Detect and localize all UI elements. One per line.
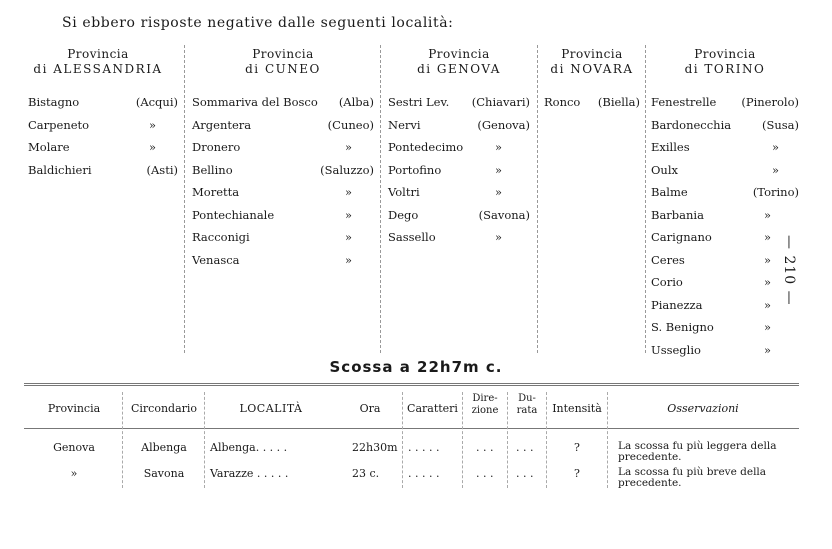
cell-intensita: ? (574, 467, 580, 480)
place-name: Exilles (651, 140, 690, 154)
col-header-caratteri: Caratteri (407, 402, 458, 415)
list-item (544, 91, 640, 114)
list-item (28, 159, 178, 182)
cell-caratteri: . . . . . (408, 441, 440, 454)
province-name: di TORINO (684, 62, 766, 76)
district-name: » (771, 162, 779, 177)
province-name: di GENOVA (417, 62, 501, 76)
table-header-rule (24, 428, 799, 429)
place-name: Bardonecchia (651, 117, 732, 132)
cell-durata: . . . (516, 467, 534, 480)
district-name: » (344, 185, 352, 199)
list-item (192, 114, 374, 137)
list-item (388, 181, 530, 204)
list-item (651, 316, 799, 339)
district-name: » (763, 297, 771, 312)
district-name: » (494, 140, 502, 154)
place-name: Ronco (544, 95, 581, 109)
district-name: » (763, 320, 771, 334)
district-name: (Saluzzo) (320, 162, 374, 177)
entries-cuneo (192, 91, 374, 271)
list-item (651, 226, 799, 249)
col-header-osservazioni: Osservazioni (667, 402, 739, 415)
district-name: (Torino) (752, 185, 799, 199)
cell-intensita: ? (574, 441, 580, 454)
list-item (192, 136, 374, 159)
place-name: Carpeneto (28, 117, 90, 132)
cell-circondario: Albenga (141, 441, 187, 454)
province-header-alessandria (28, 47, 168, 77)
place-name: S. Benigno (651, 320, 714, 334)
list-item (651, 204, 799, 227)
district-name: » (494, 185, 502, 199)
entries-novara (544, 91, 640, 114)
district-name: (Alba) (338, 95, 374, 109)
place-name: Racconigi (192, 230, 250, 244)
place-name: Sassello (388, 230, 436, 244)
place-name: Usseglio (651, 342, 701, 357)
cell-provincia: » (70, 467, 78, 480)
district-name: (Biella) (597, 95, 640, 109)
place-name: Pianezza (651, 297, 703, 312)
place-name: Pontechianale (192, 207, 275, 222)
col-header-intensita: Intensità (552, 402, 602, 415)
cell-provincia: Genova (53, 441, 95, 454)
district-name: » (344, 252, 352, 267)
column-divider (645, 45, 646, 353)
cell-circondario: Savona (143, 467, 185, 480)
list-item (192, 91, 374, 114)
place-name: Fenestrelle (651, 95, 717, 109)
district-name: » (763, 207, 771, 222)
list-item (192, 249, 374, 272)
place-name: Carignano (651, 230, 712, 244)
place-name: Dronero (192, 140, 241, 154)
column-divider (380, 45, 381, 353)
district-name: » (763, 252, 771, 267)
place-name: Argentera (192, 117, 252, 132)
district-name: » (771, 140, 779, 154)
list-item (388, 114, 530, 137)
place-name: Ceres (651, 252, 685, 267)
district-name: » (763, 342, 771, 357)
col-header-ora: Ora (359, 402, 381, 415)
place-name: Venasca (192, 252, 240, 267)
province-header-novara (542, 47, 642, 77)
list-item (192, 181, 374, 204)
section-title: Scossa a 22h7m c. (329, 358, 503, 376)
list-item (651, 181, 799, 204)
list-item (651, 159, 799, 182)
col-header-provincia: Provincia (47, 402, 101, 415)
entries-alessandria (28, 91, 178, 181)
entries-genova (388, 91, 530, 249)
intro-text: Si ebbero risposte negative dalle seguenti località: (62, 15, 454, 31)
cell-direzione: . . . (476, 467, 494, 480)
list-item (651, 271, 799, 294)
table-top-rule (24, 383, 799, 386)
place-name: Sestri Lev. (388, 95, 450, 109)
col-header-circondario: Circondario (130, 402, 198, 415)
province-label: Provincia (67, 47, 129, 61)
cell-durata: . . . (516, 441, 534, 454)
place-name: Oulx (651, 162, 678, 177)
place-name: Barbania (651, 207, 704, 222)
list-item (651, 136, 799, 159)
province-label: Provincia (252, 47, 314, 61)
province-name: di ALESSANDRIA (33, 62, 163, 76)
district-name: » (494, 162, 502, 177)
table-column-divider (122, 392, 123, 488)
place-name: Portofino (388, 162, 442, 177)
district-name: (Acqui) (135, 95, 178, 109)
district-name: (Cuneo) (327, 117, 374, 132)
table-column-divider (204, 392, 205, 488)
province-label: Provincia (694, 47, 756, 61)
list-item (28, 91, 178, 114)
cell-localita: Varazze . . . . . (210, 467, 289, 480)
list-item (388, 91, 530, 114)
col-header-direzione: Dire- zione (471, 393, 499, 416)
page-number: — 210 — (781, 235, 797, 306)
place-name: Bellino (192, 162, 233, 177)
province-header-cuneo (192, 47, 374, 77)
district-name: (Chiavari) (471, 95, 530, 109)
district-name: (Susa) (761, 117, 799, 132)
list-item (192, 226, 374, 249)
column-divider (184, 45, 185, 353)
place-name: Dego (388, 207, 419, 222)
cell-ora: 22h30m (352, 441, 398, 454)
district-name: (Asti) (146, 162, 178, 177)
list-item (192, 159, 374, 182)
district-name: » (344, 207, 352, 222)
list-item (651, 91, 799, 114)
district-name: » (148, 140, 156, 154)
cell-localita: Albenga. . . . . (210, 441, 288, 454)
place-name: Pontedecimo (388, 140, 464, 154)
list-item (651, 249, 799, 272)
district-name: » (494, 230, 502, 244)
province-name: di CUNEO (245, 62, 321, 76)
col-header-localita: LOCALITÀ (239, 402, 303, 415)
list-item (28, 114, 178, 137)
place-name: Sommariva del Bosco (192, 95, 318, 109)
district-name: » (148, 117, 156, 132)
place-name: Balme (651, 185, 688, 199)
entries-torino (651, 91, 799, 361)
district-name: » (763, 230, 771, 244)
column-divider (537, 45, 538, 353)
place-name: Corio (651, 275, 683, 289)
list-item (192, 204, 374, 227)
list-item (651, 114, 799, 137)
list-item (388, 136, 530, 159)
province-label: Provincia (428, 47, 490, 61)
list-item (28, 136, 178, 159)
place-name: Voltri (388, 185, 420, 199)
place-name: Molare (28, 140, 70, 154)
district-name: » (344, 230, 352, 244)
list-item (388, 226, 530, 249)
province-header-torino (650, 47, 800, 77)
district-name: (Pinerolo) (741, 95, 799, 109)
place-name: Baldichieri (28, 162, 92, 177)
district-name: » (763, 275, 771, 289)
place-name: Nervi (388, 117, 421, 132)
place-name: Bistagno (28, 95, 80, 109)
province-label: Provincia (561, 47, 623, 61)
province-header-genova (386, 47, 532, 77)
list-item (388, 159, 530, 182)
cell-ora: 23 c. (352, 467, 380, 480)
district-name: (Savona) (478, 207, 530, 222)
cell-osservazioni: La scossa fu più leggera della precedente. (618, 440, 777, 463)
cell-caratteri: . . . . . (408, 467, 440, 480)
province-name: di NOVARA (550, 62, 634, 76)
list-item (651, 294, 799, 317)
cell-osservazioni: La scossa fu più breve della precedente. (618, 466, 767, 489)
place-name: Moretta (192, 185, 240, 199)
list-item (388, 204, 530, 227)
district-name: (Genova) (477, 117, 530, 132)
cell-direzione: . . . (476, 441, 494, 454)
district-name: » (344, 140, 352, 154)
col-header-durata: Du- rata (516, 393, 538, 416)
